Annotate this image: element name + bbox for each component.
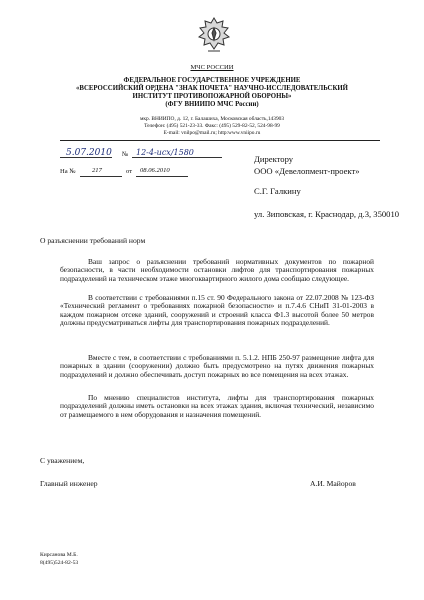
org-phones: Телефон: (495) 521-23-33. Факс: (495) 529-82-52, 524-98-99 [144, 123, 280, 129]
letter-subject: О разъяснении требований норм [40, 236, 146, 245]
mchs-emblem-icon [194, 14, 234, 56]
org-email: E-mail: vnilpo@mail.ru; http:www.vniipo.ru [163, 130, 261, 136]
org-address: мкр. ВНИИПО, д. 12, г. Балашиха, Московская область,143903 [139, 116, 285, 122]
outgoing-date: 5.07.2010 [66, 148, 112, 158]
ministry-name: МЧС РОССИИ [190, 64, 234, 71]
executor-phone: 8(495)524-82-53 [40, 560, 79, 566]
outgoing-date-line [60, 157, 112, 158]
outgoing-number-label: № [122, 151, 129, 158]
addressee-name: С.Г. Галкину [254, 186, 301, 196]
executor-name: Кирсанова М.Б. [40, 552, 78, 558]
addressee-company: ООО «Девелопмент-проект» [254, 166, 360, 176]
reply-date-line [136, 176, 188, 177]
signatory-title: Главный инженер [40, 479, 98, 488]
reply-to-label: На № [60, 168, 76, 175]
org-name-line-2: «ВСЕРОССИЙСКИЙ ОРДЕНА "ЗНАК ПОЧЕТА" НАУЧНО-ИССЛЕДОВАТЕЛЬСКИЙ [76, 85, 348, 92]
letterhead-divider [60, 140, 380, 141]
reply-date: 08.06.2010 [140, 167, 170, 174]
outgoing-number-line [132, 157, 222, 158]
org-abbreviation: (ФГУ ВНИИПО МЧС России) [165, 101, 259, 108]
outgoing-number: 12-4-исх/1580 [136, 148, 194, 157]
reply-from-label: от [126, 168, 133, 175]
paragraph-2: В соответствии с требованиями п.15 ст. 90 Федерального закона от 22.07.2008 № 123-ФЗ «Технический регламент о требованиях пожарной безопасности» и п.7.4.6 СНиП 31-01-2003 в каждом пожарном отсеке зданий, сооружений и строений класса Ф1.3 высотой более 50 метров должны предусматриваться лифты для транспортирования пожарных подразделений. [60, 293, 374, 328]
org-name-line-3: ИНСТИТУТ ПРОТИВОПОЖАРНОЙ ОБОРОНЫ» [132, 93, 292, 100]
reply-to-number-line [80, 176, 122, 177]
addressee-address: ул. Зиповская, г. Краснодар, д.3, 350010 [254, 209, 400, 219]
org-name-line-1: ФЕДЕРАЛЬНОЕ ГОСУДАРСТВЕННОЕ УЧРЕЖДЕНИЕ [123, 77, 301, 84]
paragraph-1: Ваш запрос о разъяснении требований нормативных документов по пожарной безопасности, в части необходимости остановки лифтов для транспортирования пожарных подразделений на техническом этаже многоквартирного жилого дома сообщаю следующее. [60, 257, 374, 283]
closing-phrase: С уважением, [40, 456, 85, 465]
reply-to-number: 217 [92, 167, 102, 174]
addressee-position: Директору [254, 154, 294, 164]
signatory-name: А.И. Майоров [310, 479, 356, 488]
paragraph-4: По мнению специалистов института, лифты для транспортирования пожарных подразделений должны иметь остановки на всех этажах здания, включая технический, независимо от размещаемого в нем оборудования и назначения помещений. [60, 393, 374, 419]
paragraph-3: Вместе с тем, в соответствии с требованиями п. 5.1.2. НПБ 250-97 размещение лифта для пожарных в здании (сооружении) должно быть предусмотрено на путях движения пожарных подразделений и должно обеспечивать доступ пожарных во все помещения на всех этажах. [60, 353, 374, 379]
